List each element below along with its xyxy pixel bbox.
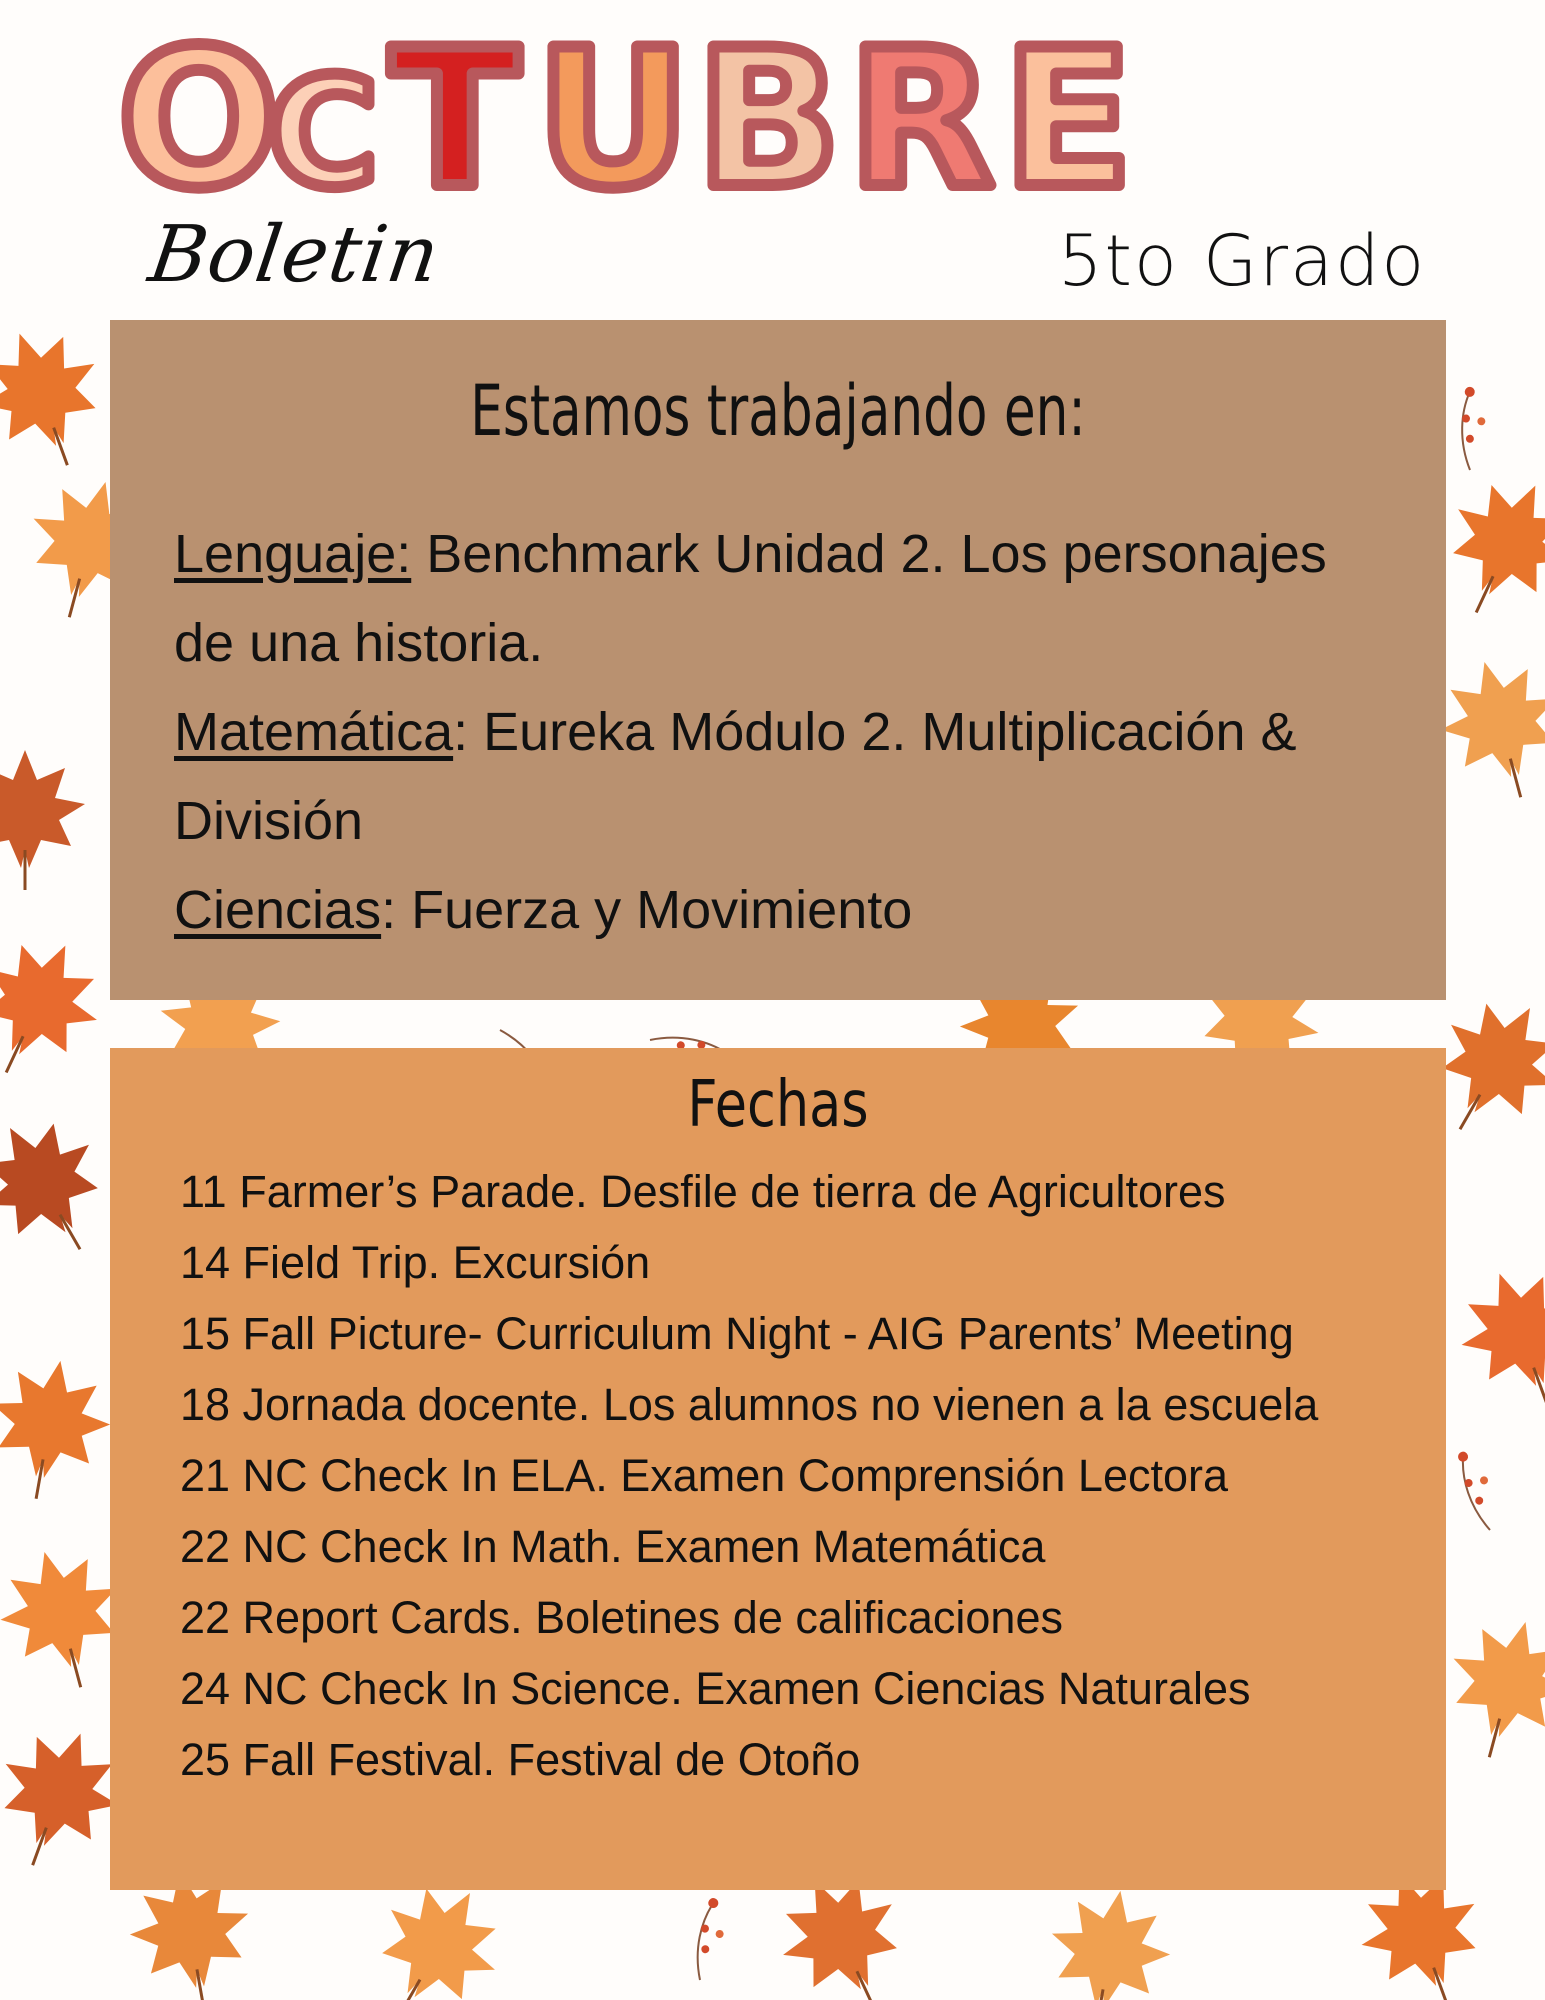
- svg-text:T: T: [390, 9, 520, 210]
- title-octubre: [118, 0, 1198, 210]
- date-item: 18 Jornada docente. Los alumnos no vienen a la escuela: [180, 1379, 1319, 1430]
- date-item: 14 Field Trip. Excursión: [180, 1237, 651, 1288]
- svg-text:C: C: [268, 47, 379, 210]
- dates-list: [180, 1156, 1440, 1795]
- svg-text:B: B: [696, 9, 841, 210]
- lenguaje-label: Lenguaje:: [174, 524, 412, 584]
- newsletter-label: Boletin: [143, 210, 446, 300]
- lenguaje-text: Benchmark Unidad 2. Los personajes de una historia.: [174, 524, 1327, 673]
- working-heading: Estamos trabajando en:: [470, 370, 1086, 452]
- date-item: 15 Fall Picture- Curriculum Night - AIG Parents’ Meeting: [180, 1308, 1294, 1359]
- working-on-section: [110, 320, 1446, 1000]
- date-item: 21 NC Check In ELA. Examen Comprensión Lectora: [180, 1450, 1229, 1501]
- dates-section: [110, 1048, 1446, 1890]
- dates-heading: Fechas: [687, 1068, 869, 1142]
- date-item: 24 NC Check In Science. Examen Ciencias Naturales: [180, 1663, 1251, 1714]
- svg-text:R: R: [848, 9, 995, 210]
- date-item: 11 Farmer’s Parade. Desfile de tierra de Agricultores: [180, 1166, 1226, 1217]
- matematica-label: Matemática: [174, 702, 454, 762]
- date-item: 22 Report Cards. Boletines de calificaciones: [180, 1592, 1063, 1643]
- date-item: 25 Fall Festival. Festival de Otoño: [180, 1734, 861, 1785]
- matematica-text: : Eureka Módulo 2. Multiplicación & División: [174, 702, 1297, 851]
- ciencias-text: : Fuerza y Movimiento: [381, 880, 913, 940]
- svg-text:E: E: [1003, 9, 1133, 210]
- date-item: 22 NC Check In Math. Examen Matemática: [180, 1521, 1046, 1572]
- working-content: [174, 510, 1394, 955]
- ciencias-label: Ciencias: [174, 880, 382, 940]
- grade-label: 5to Grado: [1058, 220, 1427, 302]
- svg-text:U: U: [536, 9, 691, 210]
- svg-text:O: O: [118, 9, 280, 210]
